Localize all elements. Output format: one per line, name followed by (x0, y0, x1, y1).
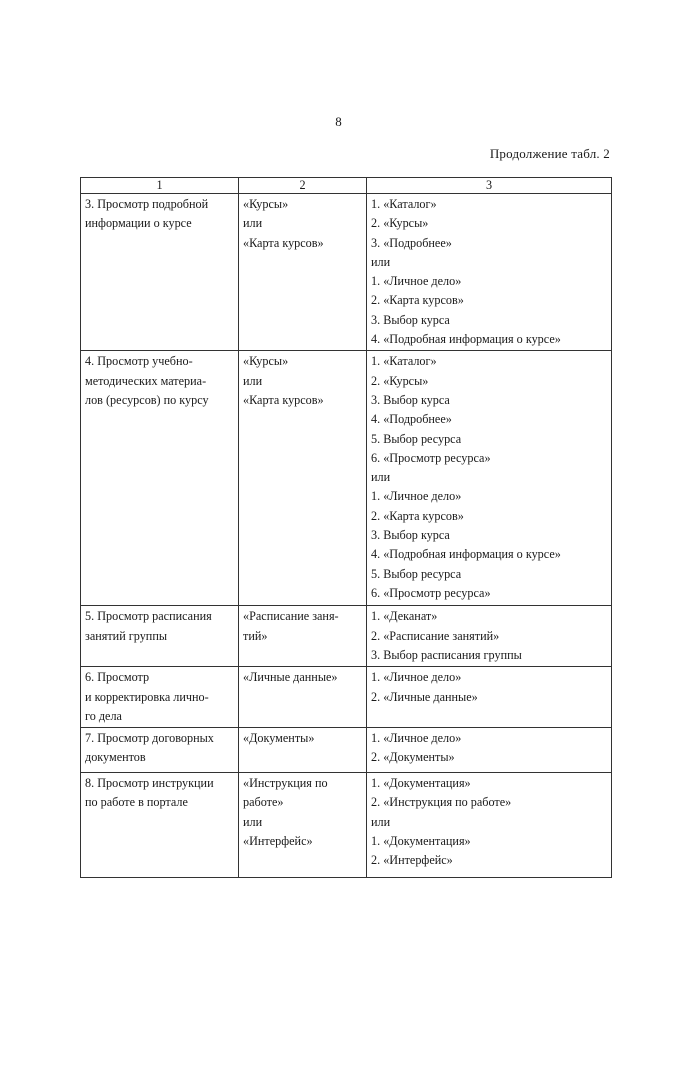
table-row (81, 194, 612, 351)
cell-line: 3. Выбор курса (371, 392, 450, 407)
cell-line: работе» (243, 795, 284, 810)
cell-line: 2. «Курсы» (371, 216, 429, 231)
steps-cell (367, 728, 612, 773)
cell-line: «Личные данные» (243, 670, 338, 685)
cell-line: 1. «Личное дело» (371, 670, 462, 685)
cell-line: 1. «Документация» (371, 776, 471, 791)
section-cell (239, 351, 367, 606)
table-row (81, 728, 612, 773)
task-cell (81, 728, 239, 773)
cell-line: 1. «Каталог» (371, 354, 437, 369)
page-number: 8 (335, 114, 342, 129)
steps-cell (367, 667, 612, 728)
cell-line: 6. «Просмотр ресурса» (371, 585, 491, 600)
cell-line: 1. «Деканат» (371, 609, 438, 624)
cell-line: документов (85, 750, 146, 765)
cell-line: 6. Просмотр (85, 670, 150, 685)
cell-line: 1. «Личное дело» (371, 274, 462, 289)
cell-line: 2. «Личные данные» (371, 689, 478, 704)
cell-line: 3. Просмотр подробной (85, 197, 209, 211)
cell-line: 3. Выбор курса (371, 528, 450, 543)
cell-line: «Инструкция по (243, 776, 328, 791)
section-cell (239, 667, 367, 728)
cell-line: 2. «Расписание занятий» (371, 628, 500, 643)
steps-cell (367, 606, 612, 667)
cell-line: 1. «Документация» (371, 834, 471, 849)
cell-line: 8. Просмотр инструкции (85, 776, 214, 791)
task-cell (81, 606, 239, 667)
section-cell (239, 773, 367, 878)
cell-line: или (371, 814, 391, 829)
cell-line: 4. «Подробная информация о курсе» (371, 332, 561, 347)
steps-cell (367, 194, 612, 351)
table-row (81, 773, 612, 878)
task-cell (81, 667, 239, 728)
cell-line: 2. «Карта курсов» (371, 293, 464, 308)
cell-line: 2. «Инструкция по работе» (371, 795, 512, 810)
table-row (81, 351, 612, 606)
cell-line: 4. «Подробная информация о курсе» (371, 547, 561, 562)
table-header-row (81, 178, 612, 194)
steps-cell (367, 773, 612, 878)
cell-line: 5. Выбор ресурса (371, 431, 462, 446)
cell-line: и корректировка лично- (85, 689, 209, 704)
cell-line: «Карта курсов» (243, 392, 324, 407)
section-cell (239, 194, 367, 351)
cell-line: 4. «Подробнее» (371, 412, 452, 427)
cell-line: или (243, 814, 263, 829)
cell-line: «Интерфейс» (243, 834, 313, 849)
cell-line: 1. «Личное дело» (371, 489, 462, 504)
cell-line: или (371, 470, 391, 485)
cell-line: информации о курсе (85, 216, 192, 231)
cell-line: или (371, 254, 391, 269)
cell-line: 6. «Просмотр ресурса» (371, 450, 491, 465)
table-row (81, 606, 612, 667)
header-col-3: 3 (367, 178, 612, 194)
cell-line: 4. Просмотр учебно- (85, 354, 193, 369)
cell-line: «Карта курсов» (243, 235, 324, 250)
cell-line: «Расписание заня- (243, 609, 339, 624)
cell-line: по работе в портале (85, 795, 188, 810)
cell-line: 3. Выбор расписания группы (371, 647, 522, 662)
task-cell (81, 351, 239, 606)
cell-line: занятий группы (85, 628, 168, 643)
cell-line: 2. «Карта курсов» (371, 508, 464, 523)
table-row (81, 667, 612, 728)
cell-line: «Курсы» (243, 197, 289, 211)
cell-line: 3. «Подробнее» (371, 235, 452, 250)
cell-line: «Курсы» (243, 354, 289, 369)
table-caption: Продолжение табл. 2 (489, 146, 610, 161)
cell-line: 2. «Курсы» (371, 373, 429, 388)
cell-line: или (243, 216, 263, 231)
cell-line: 3. Выбор курса (371, 312, 450, 327)
cell-line: 5. Просмотр расписания (85, 609, 212, 624)
section-cell (239, 728, 367, 773)
steps-cell (367, 351, 612, 606)
cell-line: лов (ресурсов) по курсу (85, 392, 209, 407)
section-cell (239, 606, 367, 667)
task-cell (81, 194, 239, 351)
cell-line: 2. «Интерфейс» (371, 853, 453, 868)
cell-line: 1. «Каталог» (371, 197, 437, 211)
cell-line: методических материа- (85, 373, 207, 388)
cell-line: «Документы» (243, 731, 315, 746)
routes-table (80, 177, 612, 878)
cell-line: го дела (85, 708, 122, 723)
cell-line: 5. Выбор ресурса (371, 566, 462, 581)
cell-line: или (243, 373, 263, 388)
task-cell (81, 773, 239, 878)
cell-line: 7. Просмотр договорных (85, 731, 214, 746)
header-col-1: 1 (81, 178, 239, 194)
cell-line: 1. «Личное дело» (371, 731, 462, 746)
cell-line: 2. «Документы» (371, 750, 455, 765)
cell-line: тий» (243, 628, 268, 643)
header-col-2: 2 (239, 178, 367, 194)
